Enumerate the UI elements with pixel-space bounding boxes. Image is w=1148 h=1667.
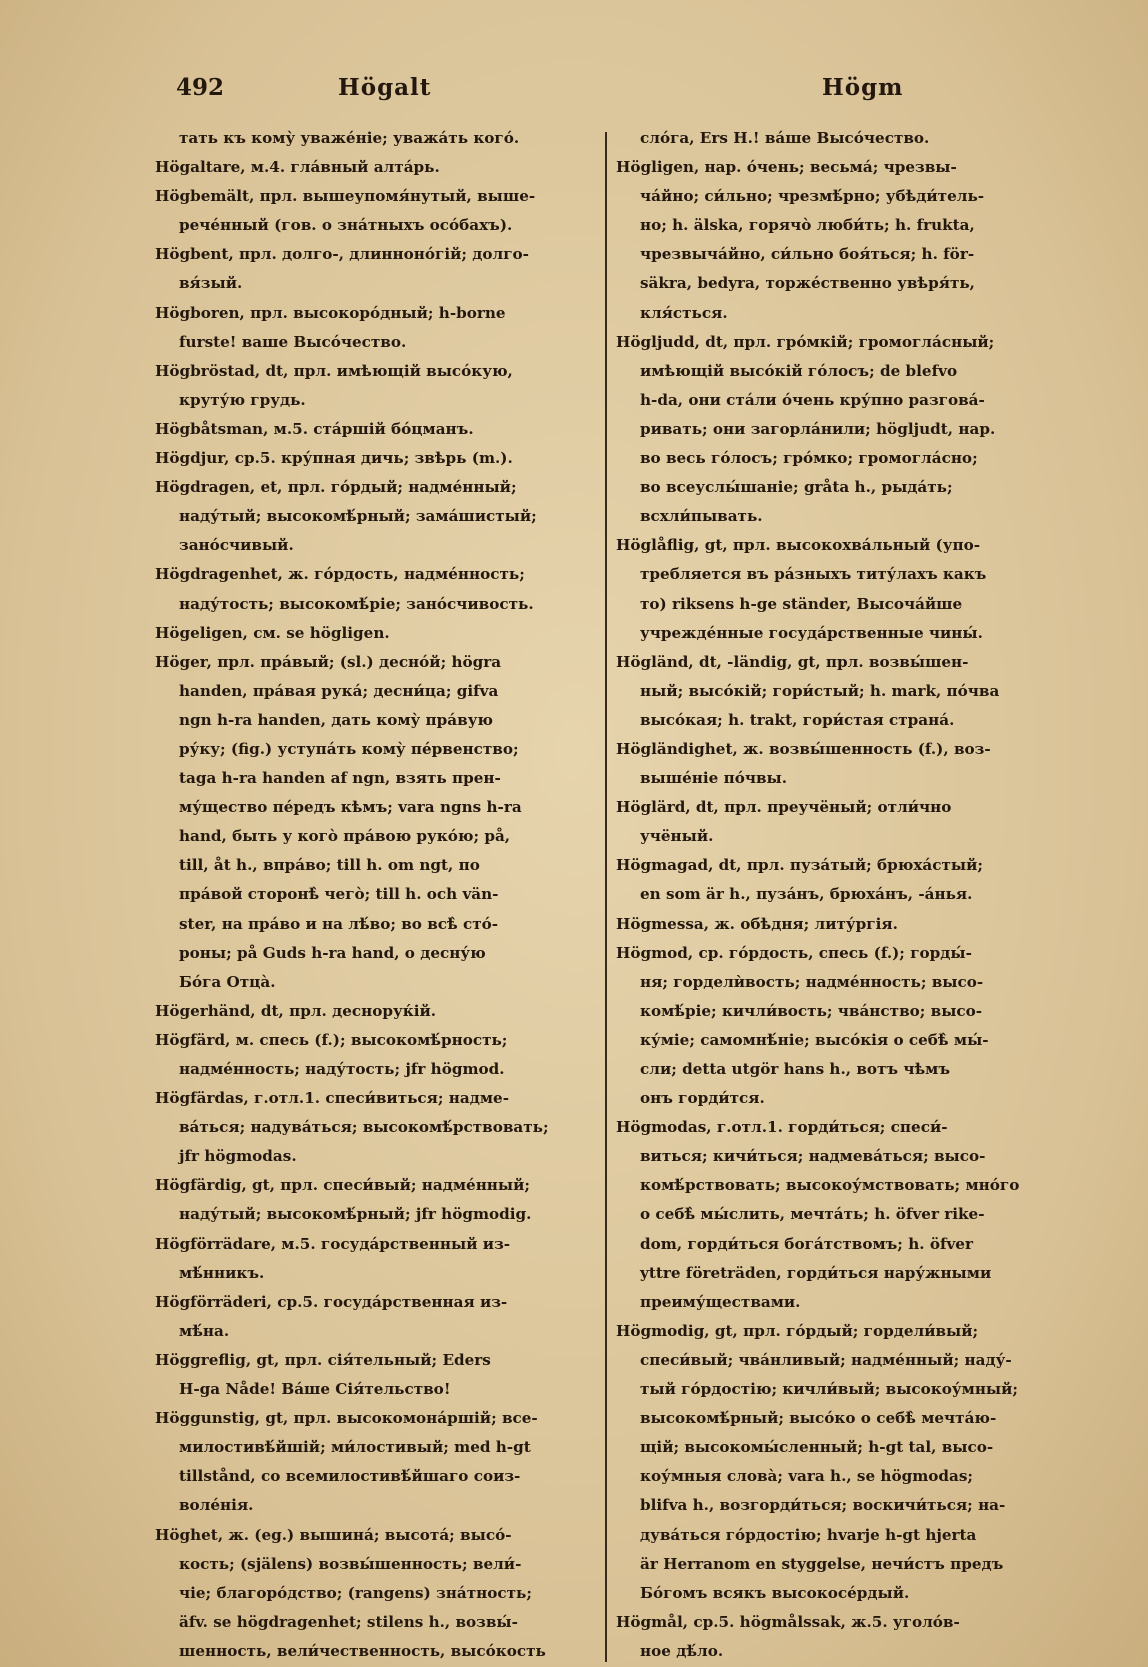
text-line: Högbemält, прл. вышеупомя́нутый, выше- xyxy=(155,187,536,206)
text-line: Högbröstad, dt, прл. имѣющій высо́кую, xyxy=(155,361,513,380)
text-line: во весь го́лосъ; гро́мко; громогла́сно; xyxy=(640,449,978,468)
text-line: blifva h., возгорди́ться; воскичи́ться; на- xyxy=(640,1496,1006,1515)
text-line: во всеуслы́шаніе; gråta h., рыда́ть; xyxy=(640,478,953,497)
text-line: Högdragen, et, прл. го́рдый; надме́нный; xyxy=(155,478,517,497)
text-line: Höggreflig, gt, прл. сія́тельный; Eders xyxy=(155,1350,491,1369)
text-line: Högbåtsman, м.5. ста́ршій бо́цманъ. xyxy=(155,419,474,438)
text-line: hand, быть у кого̀ пра́вою руко́ю; på, xyxy=(179,827,511,846)
text-line: воле́нія. xyxy=(179,1496,254,1515)
text-line: спеси́вый; чва́нливый; надме́нный; наду́- xyxy=(640,1350,1012,1369)
text-line: но; h. älska, горячо̀ люби́ть; h. frukta, xyxy=(640,216,975,235)
text-line: ный; высо́кій; гори́стый; h. mark, по́чва xyxy=(640,681,1000,700)
text-line: рече́нный (гов. о зна́тныхъ осо́бахъ). xyxy=(179,216,513,235)
text-line: ривать; они загорла́нили; högljudt, нар. xyxy=(640,419,996,438)
text-line: комѣ́ріе; кичли́вость; чва́нство; высо- xyxy=(640,1001,983,1020)
text-line: всхли́пывать. xyxy=(640,507,763,526)
text-line: Höger, прл. пра́вый; (sl.) десно́й; högra xyxy=(155,652,502,671)
text-line: учёный. xyxy=(640,827,714,846)
text-line: сли; detta utgör hans h., вотъ чѣмъ xyxy=(640,1060,950,1078)
text-line: Högboren, прл. высокоро́дный; h-borne xyxy=(155,303,506,322)
text-line: Högförräderi, ср.5. госуда́рственная из- xyxy=(155,1292,508,1311)
text-line: Höglärd, dt, прл. преучёный; отли́чно xyxy=(616,798,952,817)
page-header xyxy=(0,74,1148,114)
text-line: Högländighet, ж. возвы́шенность (f.), воз- xyxy=(616,739,991,758)
text-line: учрежде́нные госуда́рственные чины́. xyxy=(640,623,983,642)
text-line: dom, горди́ться бога́тствомъ; h. öfver xyxy=(640,1234,973,1253)
text-line: Höghet, ж. (eg.) вышина́; высота́; высо́- xyxy=(155,1525,512,1544)
text-line: ва́ться; надува́ться; высокомѣ́рствовать; xyxy=(179,1118,549,1137)
text-line: надме́нность; наду́тость; jfr högmod. xyxy=(179,1060,505,1078)
left-running-head: Högalt xyxy=(338,74,432,101)
text-line: Högmessa, ж. обѣдня; литу́ргія. xyxy=(616,914,898,933)
text-line: тать къ кому̀ уваже́ніе; уважа́ть кого́. xyxy=(179,129,520,147)
text-line: комѣ́рствовать; высокоу́мствовать; мно́го xyxy=(640,1176,1020,1195)
text-line: пра́вой сторонѣ̀ чего̀; till h. och vän- xyxy=(179,885,499,904)
text-line: yttre företräden, горди́ться нару́жными xyxy=(640,1263,992,1282)
text-line: Högdjur, ср.5. кру́пная дичь; звѣрь (m.). xyxy=(155,449,513,468)
text-line: зано́счивый. xyxy=(179,536,294,555)
text-line: Högländ, dt, -ländig, gt, прл. возвы́шен- xyxy=(616,652,969,671)
text-line: ку́міе; самомнѣ́ніе; высо́кія о себѣ̀ мы́- xyxy=(640,1030,989,1049)
text-line: имѣющій высо́кій го́лосъ; de blefvo xyxy=(640,361,958,380)
text-line: му́щество пе́редъ кѣмъ; vara ngns h-ra xyxy=(179,798,522,817)
text-line: наду́тый; высокомѣ́рный; зама́шистый; xyxy=(179,507,537,526)
text-line: till, åt h., впра́во; till h. om ngt, по xyxy=(179,856,480,875)
text-line: Höggunstig, gt, прл. высокомона́ршій; все- xyxy=(155,1409,538,1428)
text-line: Högljudd, dt, прл. гро́мкій; громогла́сный; xyxy=(616,332,995,351)
right-running-head: Högm xyxy=(822,74,904,101)
text-line: преиму́ществами. xyxy=(640,1292,801,1311)
text-line: требляется въ ра́зныхъ титу́лахъ какъ xyxy=(640,565,987,584)
text-line: Högaltare, м.4. гла́вный алта́рь. xyxy=(155,158,440,177)
text-line: высокомѣ́рный; высо́ко о себѣ̀ мечта́ю- xyxy=(640,1409,997,1428)
text-line: Högfärdas, г.отл.1. спеси́виться; надме- xyxy=(155,1089,510,1108)
text-line: ster, на пра́во и на лѣ́во; во всѣ̀ сто́- xyxy=(179,914,499,933)
text-line: Högmodas, г.отл.1. горди́ться; спеси́- xyxy=(616,1118,948,1137)
text-line: taga h-ra handen af ngn, взять прен- xyxy=(179,769,501,788)
text-line: tillstånd, со всемилостивѣ́йшаго соиз- xyxy=(179,1467,521,1486)
text-line: вя́зый. xyxy=(179,274,243,293)
text-line: h-da, они ста́ли о́чень кру́пно разгова́- xyxy=(640,390,985,409)
text-line: щій; высокомы́сленный; h-gt tal, высо- xyxy=(640,1438,994,1457)
right-column xyxy=(616,124,1058,1666)
text-line: är Herranom en styggelse, нечи́стъ предъ xyxy=(640,1554,1004,1573)
text-line: кость; (själens) возвы́шенность; вели́- xyxy=(179,1554,522,1573)
text-line: дува́ться го́рдостію; hvarje h-gt hjerta xyxy=(640,1525,977,1544)
text-line: Högmagad, dt, прл. пуза́тый; брюха́стый; xyxy=(616,856,984,875)
text-line: äfv. se högdragenhet; stilens h., возвы́- xyxy=(179,1612,518,1631)
text-line: шенность, вели́чественность, высо́кость xyxy=(179,1641,546,1660)
text-line: Högmål, ср.5. högmålssak, ж.5. уголо́в- xyxy=(616,1612,960,1631)
text-line: furste! ваше Высо́чество. xyxy=(179,332,407,351)
text-line: Högfärdig, gt, прл. спеси́вый; надме́нный; xyxy=(155,1176,531,1195)
text-line: роны; på Guds h-ra hand, о десну́ю xyxy=(179,943,486,962)
text-line: Högligen, нар. о́чень; весьма́; чрезвы- xyxy=(616,158,957,177)
column-divider xyxy=(605,132,607,1662)
text-line: чіе; благоро́дство; (rangens) зна́тность; xyxy=(179,1583,532,1602)
text-line: виться; кичи́ться; надмева́ться; высо- xyxy=(640,1147,986,1166)
left-column xyxy=(155,124,595,1666)
text-line: H-ga Nåde! Ва́ше Сія́тельство! xyxy=(179,1380,451,1399)
text-line: Högförrädare, м.5. госуда́рственный из- xyxy=(155,1234,511,1253)
text-line: ча́йно; си́льно; чрезмѣ́рно; убѣди́тель- xyxy=(640,187,985,206)
text-line: мѣ́нникъ. xyxy=(179,1263,265,1282)
text-line: то) riksens h-ge ständer, Высоча́йше xyxy=(640,594,963,613)
text-line: Högeligen, см. se högligen. xyxy=(155,623,390,642)
text-line: круту́ю грудь. xyxy=(179,390,306,409)
text-line: выше́ніе по́чвы. xyxy=(640,769,788,788)
text-line: Бо́га Отца̀. xyxy=(179,972,276,991)
text-line: тый го́рдостію; кичли́вый; высокоу́мный; xyxy=(640,1380,1019,1399)
text-line: чрезвыча́йно, си́льно боя́ться; h. för- xyxy=(640,245,975,264)
text-line: ngn h-ra handen, дать кому̀ пра́вую xyxy=(179,710,493,729)
text-line: Högdragenhet, ж. го́рдость, надме́нность; xyxy=(155,565,525,584)
text-line: коу́мныя слова̀; vara h., se högmodas; xyxy=(640,1467,974,1486)
text-line: jfr högmodas. xyxy=(179,1147,297,1166)
text-line: ня; горделѝвость; надме́нность; высо- xyxy=(640,972,984,991)
text-line: Högbent, прл. долго-, длинноно́гій; долго- xyxy=(155,245,529,264)
text-line: en som är h., пуза́нъ, брюха́нъ, -а́нья. xyxy=(640,885,973,904)
text-line: высо́кая; h. trakt, гори́стая страна́. xyxy=(640,710,955,729)
text-line: Högerhänd, dt, прл. десноруќій. xyxy=(155,1001,437,1020)
text-line: наду́тость; высокомѣ́ріе; зано́счивость. xyxy=(179,594,534,613)
text-line: Höglåflig, gt, прл. высокохва́льный (упо- xyxy=(616,536,981,555)
text-line: мѣ́на. xyxy=(179,1321,230,1340)
text-line: сло́га, Ers H.! ва́ше Высо́чество. xyxy=(640,129,930,147)
text-line: кля́сться. xyxy=(640,303,728,322)
text-line: милостивѣ́йшій; ми́лостивый; med h-gt xyxy=(179,1438,531,1457)
text-line: онъ горди́тся. xyxy=(640,1089,765,1108)
text-line: Бо́гомъ всякъ высокосе́рдый. xyxy=(640,1583,910,1602)
page-number: 492 xyxy=(176,74,225,101)
text-line: ру́ку; (fig.) уступа́ть кому̀ пе́рвенство; xyxy=(179,739,519,758)
text-line: наду́тый; высокомѣ́рный; jfr högmodig. xyxy=(179,1205,532,1224)
text-line: säkra, bedyra, торже́ственно увѣря́ть, xyxy=(640,274,975,293)
text-line: handen, пра́вая рука́; десни́ца; gifva xyxy=(179,681,499,700)
text-line: ное дѣ́ло. xyxy=(640,1641,724,1660)
text-line: о себѣ̀ мы́слить, мечта́ть; h. öfver rike- xyxy=(640,1205,985,1224)
text-line: Högfärd, м. спесь (f.); высокомѣ́рность; xyxy=(155,1030,508,1049)
text-line: Högmod, ср. го́рдость, спесь (f.); горды́- xyxy=(616,943,972,962)
text-line: Högmodig, gt, прл. го́рдый; гордели́вый; xyxy=(616,1321,979,1340)
